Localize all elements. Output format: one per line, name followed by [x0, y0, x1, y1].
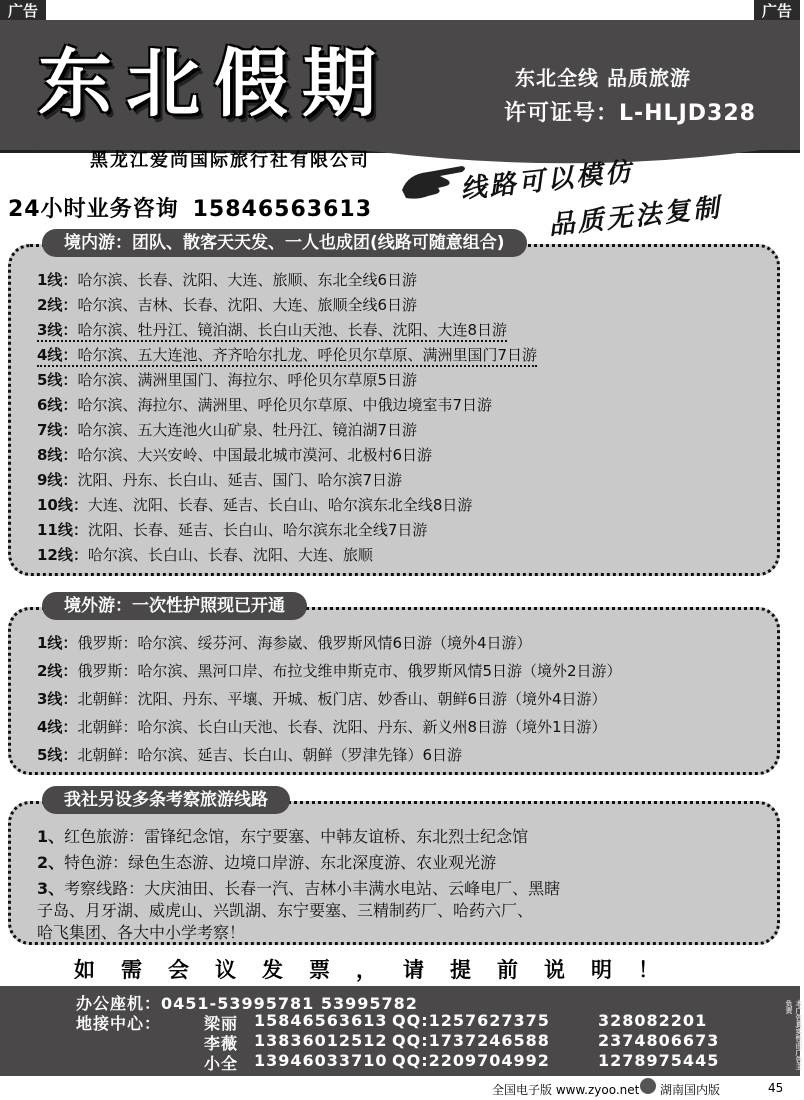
inspection-section-title: 我社另设多条考察旅游线路 — [42, 786, 290, 814]
domestic-routes-panel — [8, 244, 780, 576]
contact-footer — [0, 986, 803, 1076]
overseas-routes-panel — [8, 607, 780, 775]
ad-tag-left: 广告 — [0, 0, 46, 22]
hotline — [8, 192, 372, 223]
route-row-1: 1线：哈尔滨、长春、沈阳、大连、旅顺、东北全线6日游 — [37, 271, 417, 289]
route-row-6: 6线：哈尔滨、海拉尔、满洲里、呼伦贝尔草原、中俄边境室韦7日游 — [37, 396, 492, 414]
route-row-10: 10线：大连、沈阳、长春、延吉、长白山、哈尔滨东北全线8日游 — [37, 496, 473, 514]
edition-label: 全国电子版 www.zyoo.net — [492, 1083, 640, 1097]
office-phone-row: 办公座机：0451-53995781 53995782 — [76, 994, 418, 1013]
slogan-copy-2: 品质无法复制 — [547, 192, 724, 241]
inspection-row-2: 2、特色游：绿色生态游、边境口岸游、东北深度游、农业观光游 — [37, 853, 497, 872]
overseas-row-1: 1线：俄罗斯：哈尔滨、绥芬河、海参崴、俄罗斯风情6日游（境外4日游） — [37, 634, 532, 652]
brand-slogan: 东北全线 品质旅游 — [515, 66, 691, 90]
company-name: 黑龙江爱尚国际旅行社有限公司 — [90, 150, 370, 171]
route-row-8: 8线：哈尔滨、大兴安岭、中国最北城市漠河、北极村6日游 — [37, 446, 432, 464]
overseas-row-2: 2线：俄罗斯：哈尔滨、黑河口岸、布拉戈维申斯克市、俄罗斯风情5日游（境外2日游） — [37, 662, 622, 680]
route-row-12: 12线：哈尔滨、长白山、长春、沈阳、大连、旅顺 — [37, 546, 373, 564]
contact-row-3: 小全 13946033710 QQ:2209704992 1278975445 — [204, 1051, 720, 1073]
route-row-2: 2线：哈尔滨、吉林、长春、沈阳、大连、旅顺全线6日游 — [37, 296, 417, 314]
edition-logo-icon — [640, 1078, 656, 1094]
domestic-section-title: 境内游：团队、散客天天发、一人也成团(线路可随意组合) — [42, 229, 527, 257]
pointing-hand-icon — [398, 160, 468, 204]
overseas-row-4: 4线：北朝鲜：哈尔滨、长白山天池、长春、沈阳、丹东、新义州8日游（境外1日游） — [37, 718, 607, 736]
inspection-row-4: 子岛、月牙湖、威虎山、兴凯湖、东宁要塞、三精制药厂、哈药六厂、 — [37, 901, 534, 920]
route-row-11: 11线：沈阳、长春、延吉、长白山、哈尔滨东北全线7日游 — [37, 521, 428, 539]
route-row-4: 4线：哈尔滨、五大连池、齐齐哈尔扎龙、呼伦贝尔草原、满洲里国门7日游 — [37, 344, 537, 367]
side-disclaimer: 本广告真实性由广告主负责 — [785, 1000, 803, 1070]
route-row-3: 3线：哈尔滨、牡丹江、镜泊湖、长白山天池、长春、沈阳、大连8日游 — [37, 319, 507, 342]
overseas-section-title: 境外游：一次性护照现已开通 — [42, 592, 307, 620]
inspection-routes-panel — [8, 801, 780, 945]
local-center-label: 地接中心： — [76, 1014, 162, 1033]
route-row-9: 9线：沈阳、丹东、长白山、延吉、国门、哈尔滨7日游 — [37, 471, 402, 489]
contact-row-2: 李薇 13836012512 QQ:1737246588 2374806673 — [204, 1031, 720, 1053]
hotline-label: 24小时业务咨询 — [8, 197, 179, 222]
inspection-row-3: 3、考察线路：大庆油田、长春一汽、吉林小丰满水电站、云峰电厂、黑瞎 — [37, 879, 561, 898]
brand-title: 东北假期 — [38, 41, 390, 127]
slogan-copy-1: 线路可以模仿 — [459, 156, 636, 205]
contact-row-1: 梁丽 15846563613 QQ:1257627375 328082201 — [204, 1011, 708, 1033]
inspection-row-1: 1、红色旅游：雷锋纪念馆，东宁要塞、中韩友谊桥、东北烈士纪念馆 — [37, 827, 529, 846]
license-number: 许可证号：L-HLJD328 — [504, 101, 756, 126]
route-row-7: 7线：哈尔滨、五大连池火山矿泉、牡丹江、镜泊湖7日游 — [37, 421, 417, 439]
inspection-row-5: 哈飞集团、各大中小学考察！ — [37, 923, 246, 942]
region-label: 湖南国内版 — [660, 1083, 721, 1097]
hotline-number: 15846563613 — [192, 197, 373, 222]
header-banner — [0, 20, 800, 245]
ad-tag-right: 广告 — [754, 0, 800, 22]
page-bottom-bar — [0, 1076, 800, 1100]
page-number: 45 — [768, 1081, 784, 1095]
invoice-notice: 如需会议发票，请提前说明！ — [74, 958, 685, 982]
overseas-row-3: 3线：北朝鲜：沈阳、丹东、平壤、开城、板门店、妙香山、朝鲜6日游（境外4日游） — [37, 690, 607, 708]
overseas-row-5: 5线：北朝鲜：哈尔滨、延吉、长白山、朝鲜（罗津先锋）6日游 — [37, 746, 462, 764]
route-row-5: 5线：哈尔滨、满洲里国门、海拉尔、呼伦贝尔草原5日游 — [37, 371, 417, 389]
